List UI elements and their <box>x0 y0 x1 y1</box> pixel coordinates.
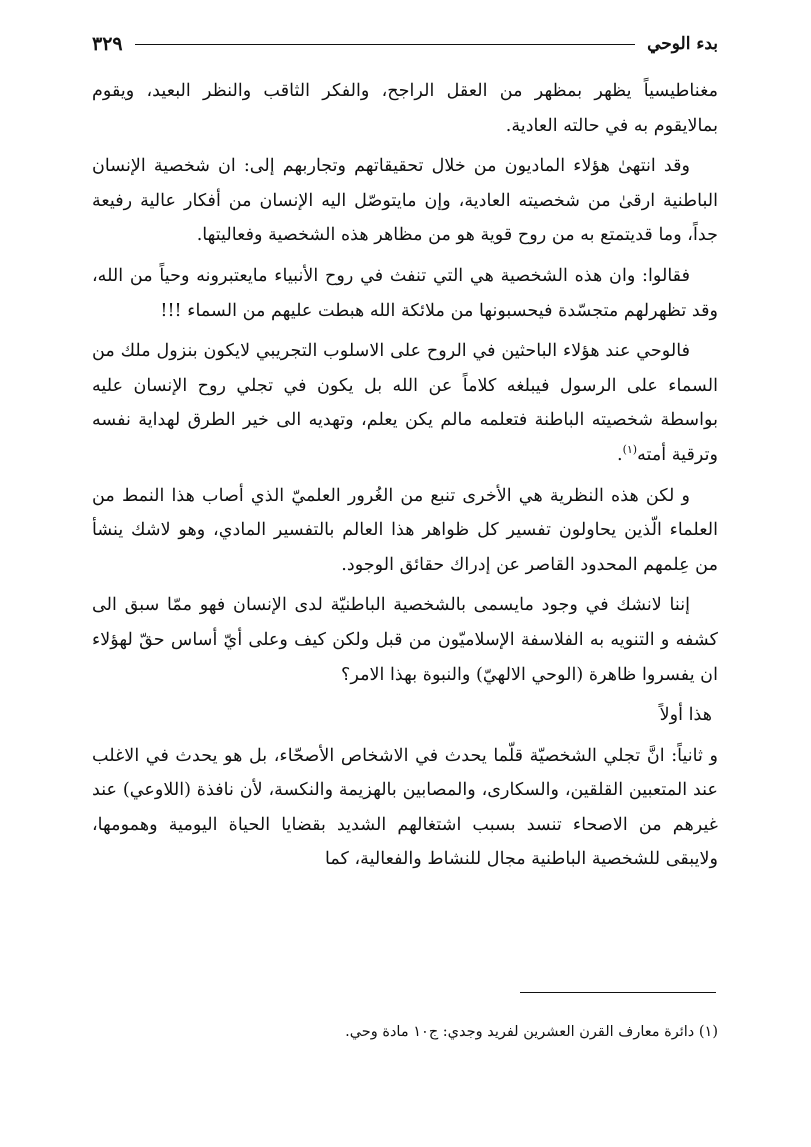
paragraph: و ثانياً: انَّ تجلي الشخصيّة قلّما يحدث في الاشخاص الأصحّاء، بل هو يحدث في الاغلب عند المتعبين القلقين، والسكارى، والمصابين بالهزيمة والنكسة، لأن نافذة (اللاوعي) عند غيرهم من الاصحاء تنسد بسبب اشتغالهم الشديد بقضايا الحياة اليومية وهمومها، ولايبقى للشخصية الباطنية مجال للنشاط والفعالية، كما <box>92 745 718 870</box>
header-rule <box>135 44 635 45</box>
chapter-title: بدء الوحي <box>647 34 718 54</box>
body-text <box>92 74 718 883</box>
paragraph: و لكن هذه النظرية هي الأخرى تنبع من الغُرور العلميّ الذي أصاب هذا النمط من العلماء الّذين يحاولون تفسير كل ظواهر هذا العالم بالتفسير المادي، وهو لاشك ينشأ من عِلمهم المحدود القاصر عن إدراك حقائق الوجود. <box>92 485 718 575</box>
running-header <box>92 26 718 62</box>
footnote-reference: (١) <box>622 443 638 457</box>
page-number: ٣٢٩ <box>92 33 123 55</box>
paragraph: مغناطيسياً يظهر بمظهر من العقل الراجح، والفكر الثاقب والنظر البعيد، ويقوم بمالايقوم به في حالته العادية. <box>92 81 718 136</box>
paragraph: هذا أولاً <box>659 705 712 726</box>
footnote-rule <box>520 992 716 993</box>
paragraph-text: فالوحي عند هؤلاء الباحثين في الروح على الاسلوب التجريبي لايكون بنزول ملك من السماء على الرسول فيبلغه كلاماً عن الله بل يكون في تجلي روح الإنسان عليه بواسطة شخصيته الباطنة فتعلمه مالم يكن يعلم، وتهديه الى خير الطرق لهداية نفسه وترقية أمته <box>92 341 718 465</box>
paragraph: فقالوا: وان هذه الشخصية هي التي تنفث في روح الأنبياء مايعتبرونه وحياً من الله، وقد تظهرلهم متجسّدة فيحسبونها من ملائكة الله هبطت عليهم من السماء !!! <box>92 265 718 321</box>
paragraph: فالوحي عند هؤلاء الباحثين في الروح على الاسلوب التجريبي لايكون بنزول ملك من السماء على الرسول فيبلغه كلاماً عن الله بل يكون في تجلي روح الإنسان عليه بواسطة شخصيته الباطنة فتعلمه مالم يكن يعلم، وتهديه الى خير الطرق لهداية نفسه وترقية أمته$^{(١)}$. <box>92 341 718 465</box>
paragraph: إننا لانشك في وجود مايسمى بالشخصية الباطنيّة لدى الإنسان فهو ممّا سبق الى كشفه و التنويه به الفلاسفة الإسلاميّون من قبل ولكن كيف وعلى أيّ أساس حقّ لهؤلاء ان يفسروا ظاهرة (الوحي الالهيّ) والنبوة بهذا الامر؟ <box>92 595 718 685</box>
paragraph: وقد انتهىٰ هؤلاء الماديون من خلال تحقيقاتهم وتجاربهم إلى: ان شخصية الإنسان الباطنية ارقىٰ من شخصيته العادية، وإن مايتوصّل اليه الإنسان من أفكار عالية رفيعة جداً، وما قديتمتع به من روح قوية هو من مظاهر هذه الشخصية وفعاليتها. <box>92 156 718 246</box>
footnote: (١) دائرة معارف القرن العشرين لفريد وجدي: ج١٠ مادة وحي. <box>345 1024 718 1040</box>
